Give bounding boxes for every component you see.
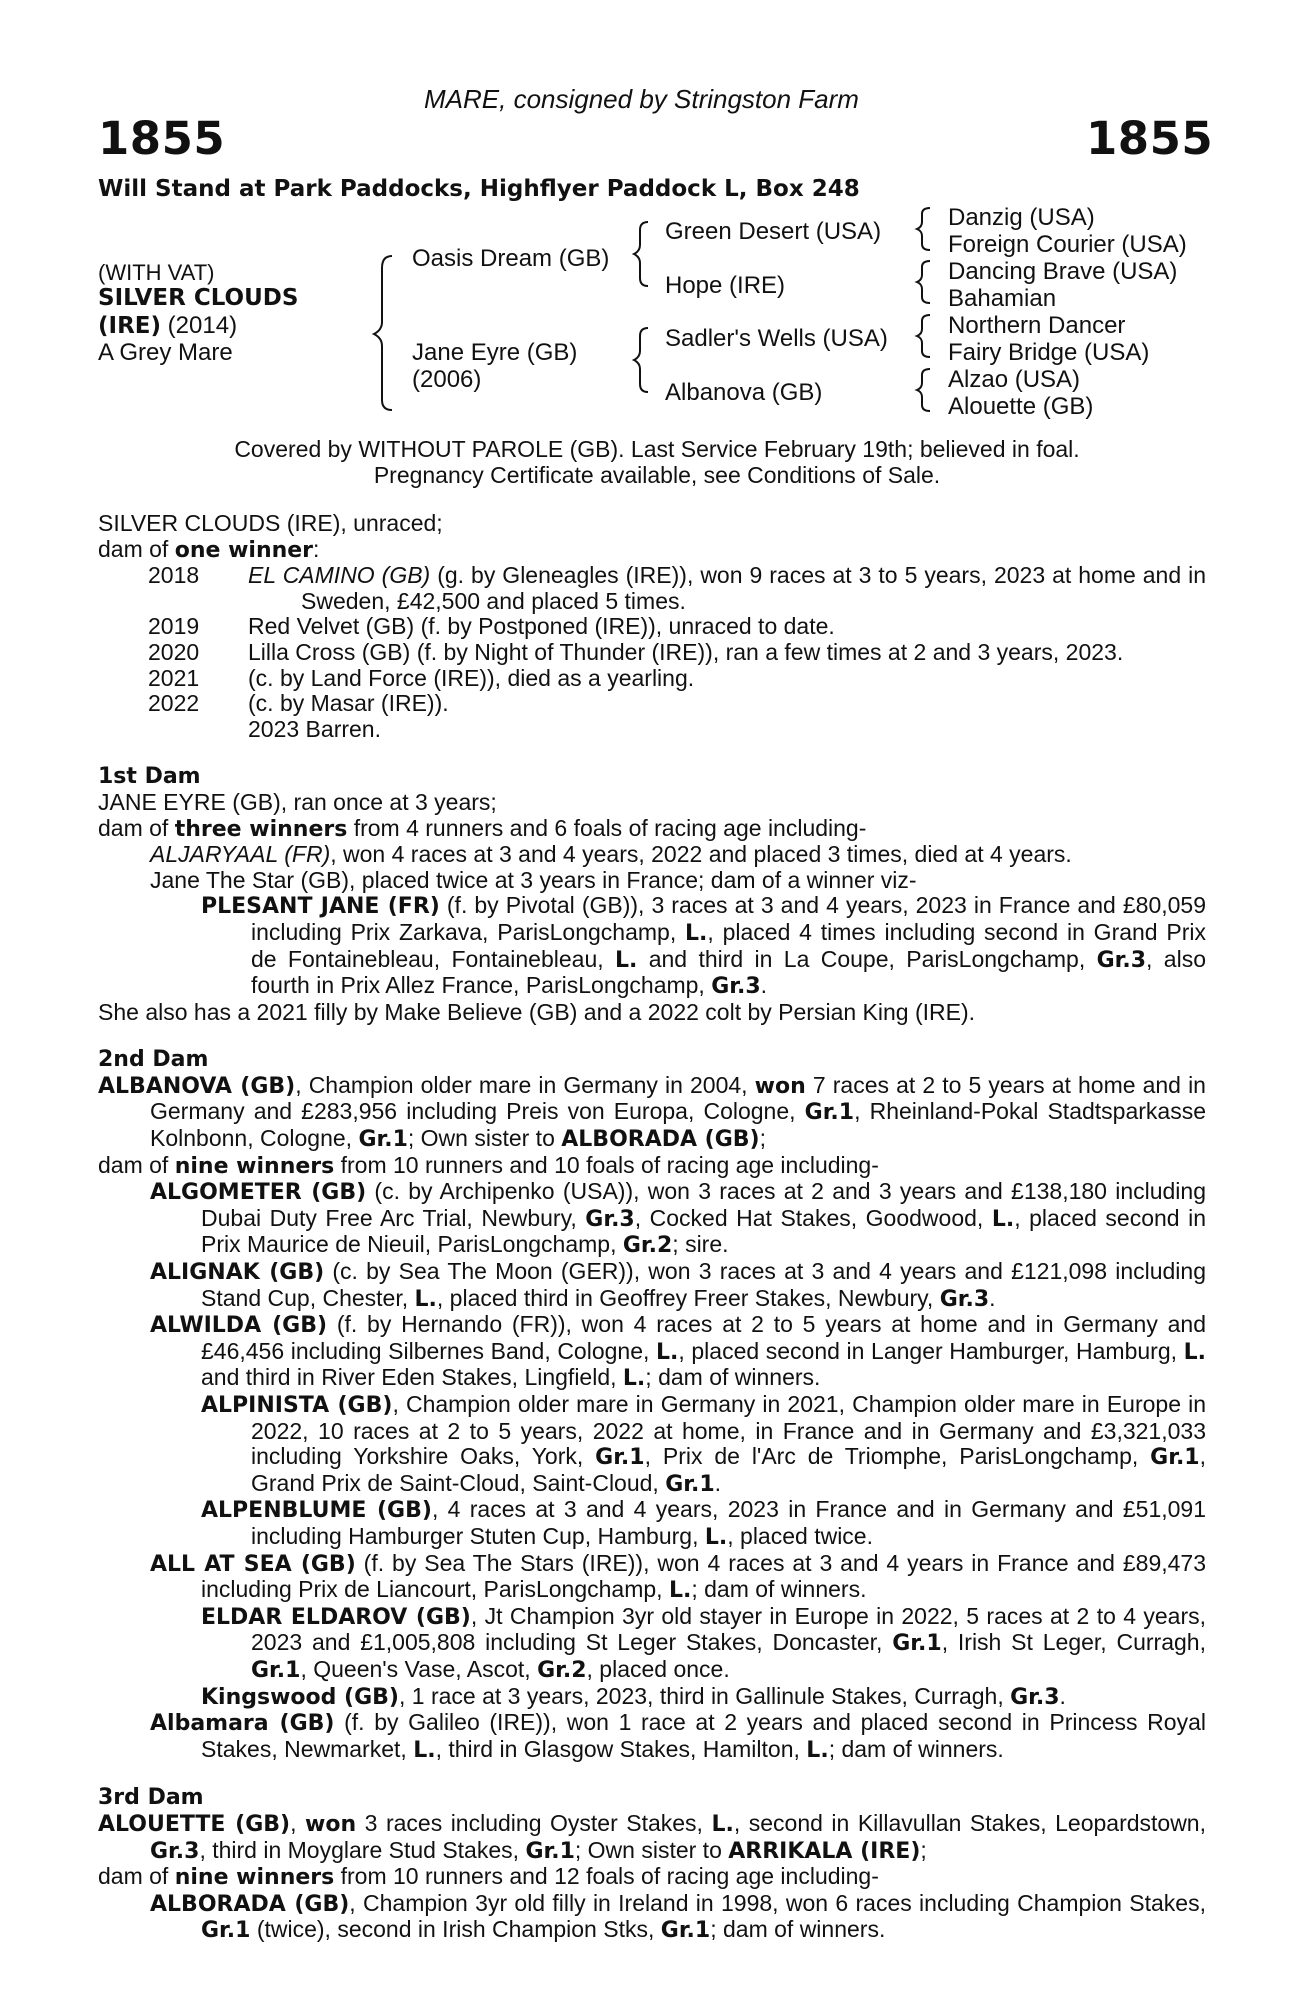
ancestor-gen4: Alzao (USA) — [948, 366, 1081, 393]
dam-name: Jane Eyre (GB) — [412, 339, 578, 366]
ancestor-gen4: Bahamian — [948, 285, 1057, 312]
section-heading: 2nd Dam — [98, 1047, 209, 1073]
dam-year: (2006) — [412, 366, 482, 393]
produce-entry: 2018 EL CAMINO (GB) (g. by Gleneagles (IRE)), won 9 races at 3 to 5 years, 2023 at home and in Sweden, £42,500 and placed 5 times. — [148, 562, 1207, 614]
produce-summary: dam of one winner: — [98, 535, 320, 563]
grandsire-paternal: Green Desert (USA) — [665, 218, 882, 245]
ancestor-gen4: Dancing Brave (USA) — [948, 258, 1178, 285]
dam-produce-summary: dam of nine winners from 10 runners and 10 foals of racing age including- — [98, 1151, 879, 1179]
covering-line: Covered by WITHOUT PAROLE (GB). Last Service February 19th; believed in foal. — [234, 436, 1080, 462]
pregnancy-certificate-line: Pregnancy Certificate available, see Conditions of Sale. — [373, 462, 941, 488]
produce-entry: 2022 (c. by Masar (IRE)). — [148, 690, 449, 717]
progeny-entry: PLESANT JANE (FR) (f. by Pivotal (GB)), 3 races at 3 and 4 years, 2023 in France and £80,059 including Prix Zarkava, ParisLongchamp, L., placed 4 times including second in Grand Prix de Fontainebleau, Fontainebleau, L. and third in La Coupe, ParisLongchamp, Gr.3, also fourth in Prix Allez France, ParisLongchamp, Gr.3. — [201, 892, 1207, 1000]
ancestor-gen4: Alouette (GB) — [948, 393, 1094, 420]
dam-produce-summary: dam of nine winners from 10 runners and 12 foals of racing age including- — [98, 1863, 879, 1891]
progeny-entry: ALWILDA (GB) (f. by Hernando (FR)), won 4 races at 2 to 5 years at home and in Germany and £46,456 including Silbernes Band, Cologne, L., placed second in Langer Hamburger, Hamburg, L. and third in River Eden Stakes, Lingfield, L.; dam of winners. — [150, 1311, 1206, 1392]
produce-entry: 2021 (c. by Land Force (IRE)), died as a yearling. — [148, 664, 695, 691]
progeny-entry: Jane The Star (GB), placed twice at 3 years in France; dam of a winner viz- — [150, 866, 917, 893]
ancestor-gen4: Danzig (USA) — [948, 204, 1095, 231]
bracket — [917, 208, 930, 250]
lot-number-right: 1855 — [1086, 112, 1214, 165]
produce-intro: SILVER CLOUDS (IRE), unraced; — [98, 510, 443, 536]
catalogue-body — [98, 511, 1206, 1944]
covering-note — [0, 436, 1314, 488]
produce-entry: 2019 Red Velvet (GB) (f. by Postponed (IRE)), unraced to date. — [148, 613, 835, 640]
bracket — [917, 369, 930, 411]
grandsire-maternal: Sadler's Wells (USA) — [665, 325, 888, 352]
bracket — [917, 261, 930, 303]
dam-summary: JANE EYRE (GB), ran once at 3 years; — [98, 788, 497, 815]
progeny-entry: ALPINISTA (GB), Champion older mare in Germany in 2021, Champion older mare in Europe in 2022, 10 races at 2 to 5 years, 2022 at home, in France and in Germany and £3,321,033 including Yorkshire Oaks, York, Gr.1, Prix de l'Arc de Triomphe, ParisLongchamp, Gr.1, Grand Prix de Saint-Cloud, Saint-Cloud, Gr.1. — [201, 1391, 1207, 1497]
section-heading: 1st Dam — [98, 764, 201, 790]
additional-foals-note: She also has a 2021 filly by Make Believe (GB) and a 2022 colt by Persian King (IRE). — [98, 998, 976, 1025]
pedigree-brackets — [0, 0, 1314, 430]
progeny-entry: ALIGNAK (GB) (c. by Sea The Moon (GER)), won 3 races at 3 and 4 years and £121,098 including Stand Cup, Chester, L., placed third in Geoffrey Freer Stakes, Newbury, Gr.3. — [150, 1258, 1206, 1312]
horse-suffix-year: (IRE) (2014) — [98, 312, 238, 339]
consigner-line: MARE, consigned by Stringston Farm — [424, 84, 859, 114]
bracket — [634, 328, 648, 392]
produce-entry: 2020 Lilla Cross (GB) (f. by Night of Thunder (IRE)), ran a few times at 2 and 3 years, 2023. — [148, 638, 1124, 665]
ancestor-gen4: Fairy Bridge (USA) — [948, 339, 1150, 366]
bracket — [634, 222, 648, 286]
horse-name: SILVER CLOUDS — [98, 285, 299, 311]
progeny-entry: ALBORADA (GB), Champion 3yr old filly in Ireland in 1998, won 6 races including Champion Stakes, Gr.1 (twice), second in Irish Champion Stks, Gr.1; dam of winners. — [150, 1889, 1206, 1944]
bracket — [374, 256, 392, 410]
progeny-entry: Kingswood (GB), 1 race at 3 years, 2023, third in Gallinule Stakes, Curragh, Gr.3. — [201, 1682, 1066, 1710]
progeny-entry: ELDAR ELDAROV (GB), Jt Champion 3yr old stayer in Europe in 2022, 5 races at 2 to 4 years, 2023 and £1,005,808 including St Leger Stakes, Doncaster, Gr.1, Irish St Leger, Curragh, Gr.1, Queen's Vase, Ascot, Gr.2, placed once. — [201, 1602, 1206, 1683]
produce-entry: 2023 Barren. — [248, 715, 381, 742]
dam-summary: ALOUETTE (GB), won 3 races including Oyster Stakes, L., second in Killavullan Stakes, Leopardstown, Gr.3, third in Moyglare Stud Stakes, Gr.1; Own sister to ARRIKALA (IRE); — [98, 1809, 1206, 1864]
progeny-entry: Albamara (GB) (f. by Galileo (IRE)), won 1 race at 2 years and placed second in Princess Royal Stakes, Newmarket, L., third in Glasgow Stakes, Hamilton, L.; dam of winners. — [150, 1709, 1206, 1763]
ancestor-gen4: Northern Dancer — [948, 312, 1126, 339]
stand-location: Will Stand at Park Paddocks, Highflyer Paddock L, Box 248 — [98, 176, 860, 202]
ancestor-gen4: Foreign Courier (USA) — [948, 231, 1187, 258]
dam-produce-summary: dam of three winners from 4 runners and 6 foals of racing age including- — [98, 814, 867, 842]
progeny-entry: ALJARYAAL (FR), won 4 races at 3 and 4 years, 2022 and placed 3 times, died at 4 years. — [150, 841, 1072, 868]
section-heading: 3rd Dam — [98, 1785, 204, 1811]
horse-description: A Grey Mare — [98, 339, 233, 366]
vat-note: (WITH VAT) — [98, 260, 215, 285]
progeny-entry: ALL AT SEA (GB) (f. by Sea The Stars (IRE)), won 4 races at 3 and 4 years in France and £89,473 including Prix de Liancourt, ParisLongchamp, L.; dam of winners. — [150, 1549, 1207, 1604]
bracket — [917, 315, 930, 357]
granddam-maternal: Albanova (GB) — [665, 379, 823, 406]
sire-name: Oasis Dream (GB) — [412, 245, 610, 272]
progeny-entry: ALGOMETER (GB) (c. by Archipenko (USA)), won 3 races at 2 and 3 years and £138,180 including Dubai Duty Free Arc Trial, Newbury, Gr.3, Cocked Hat Stakes, Goodwood, L., placed second in Prix Maurice de Nieuil, ParisLongchamp, Gr.2; sire. — [150, 1178, 1207, 1259]
dam-summary: ALBANOVA (GB), Champion older mare in Germany in 2004, won 7 races at 2 to 5 years at home and in Germany and £283,956 including Preis von Europa, Cologne, Gr.1, Rheinland-Pokal Stadtsparkasse Kolnbonn, Cologne, Gr.1; Own sister to ALBORADA (GB); — [98, 1071, 1206, 1153]
progeny-entry: ALPENBLUME (GB), 4 races at 3 and 4 years, 2023 in France and in Germany and £51,091 including Hamburger Stuten Cup, Hamburg, L., placed twice. — [201, 1496, 1206, 1550]
granddam-paternal: Hope (IRE) — [665, 272, 786, 299]
lot-number-left: 1855 — [98, 112, 226, 165]
